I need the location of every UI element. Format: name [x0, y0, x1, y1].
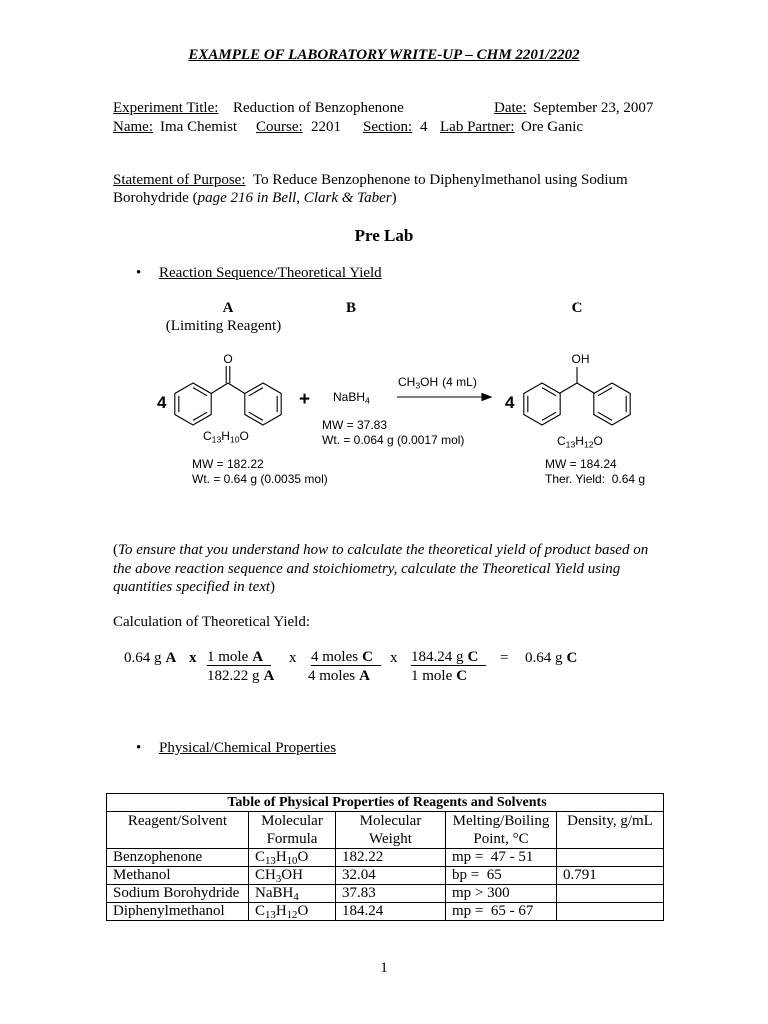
table-row [107, 849, 664, 867]
properties-heading: Physical/Chemical Properties [159, 740, 337, 756]
experiment-title-value: Reduction of Benzophenone [233, 100, 404, 116]
table-cell: mp = 65 - 67 [446, 903, 557, 921]
table-cell: Benzophenone [107, 849, 249, 867]
section-label: Section: [363, 119, 413, 135]
ring-double-bond [193, 412, 207, 420]
instructions-close-paren: ) [270, 579, 276, 595]
table-title: Table of Physical Properties of Reagents and Solvents [107, 794, 664, 812]
bullet-icon: • [136, 740, 142, 756]
reactant-a-mw: MW = 182.22 [192, 457, 264, 471]
physical-properties-table [106, 793, 664, 921]
reagent-b-weight: Wt. = 0.064 g (0.0017 mol) [322, 433, 465, 447]
column-header: Molecular Weight [336, 812, 446, 849]
name-label: Name: [113, 119, 153, 135]
compound-label-a: A [222, 300, 234, 316]
instructions-line: the above reaction sequence and stoichiometry, calculate the Theoretical Yield using [113, 561, 621, 577]
limiting-reagent-note: (Limiting Reagent) [165, 318, 282, 334]
bullet-icon: • [136, 265, 142, 281]
table-cell [557, 903, 664, 921]
table-cell [557, 849, 664, 867]
ring-double-bond [542, 412, 556, 420]
hydroxyl-group-label: OH [571, 352, 590, 366]
table-cell: bp = 65 [446, 867, 557, 885]
instructions-text: To ensure that you understand how to calculate the theoretical yield of product based on [118, 542, 649, 558]
table-cell: 37.83 [336, 885, 446, 903]
product-c-formula: $C_{13}H_{12}O$ [557, 434, 603, 450]
multiply-operator: x [289, 650, 297, 666]
calculation-heading: Calculation of Theoretical Yield: [113, 614, 311, 630]
bond [211, 383, 228, 394]
reaction-sequence-heading: Reaction Sequence/Theoretical Yield [159, 265, 382, 281]
quantity-amount: 0.64 g [525, 650, 563, 666]
ring-double-bond [598, 412, 612, 420]
quantity-species: A [165, 650, 177, 666]
table-cell: 0.791 [557, 867, 664, 885]
ring-double-bond [542, 388, 556, 396]
oxygen-atom-label: O [223, 352, 233, 366]
product-c-theoretical-yield: Ther. Yield: 0.64 g [545, 472, 646, 486]
instructions-line [113, 541, 648, 559]
ring-double-bond [249, 412, 263, 420]
instructions-text: quantities specified in text [113, 579, 271, 595]
calculation-result [525, 649, 577, 667]
quantity-amount: 1 mole [411, 668, 453, 684]
table-row [107, 903, 664, 921]
bond [577, 383, 595, 394]
table-title-row [107, 794, 664, 812]
name-value: Ima Chemist [160, 119, 238, 135]
table-cell: Methanol [107, 867, 249, 885]
reactant-coefficient: 4 [157, 393, 167, 412]
column-header: Molecular Formula [249, 812, 336, 849]
course-value: 2201 [311, 119, 341, 135]
multiply-operator: x [189, 650, 197, 666]
lab-partner-value: Ore Ganic [521, 119, 584, 135]
bond [228, 383, 245, 394]
quantity-amount: 4 moles [308, 668, 356, 684]
section-heading: Pre Lab [354, 226, 414, 245]
factor-numerator [411, 649, 486, 666]
column-header: Density, g/mL [557, 812, 664, 849]
benzene-ring [524, 383, 560, 425]
factor-denominator [207, 667, 274, 685]
table-cell: NaBH$_4$ [249, 885, 336, 903]
factor-numerator [207, 649, 271, 666]
purpose-text: Borohydride ( [113, 190, 198, 206]
equals-operator: = [500, 650, 509, 666]
ring-double-bond [193, 388, 207, 396]
reagent-b-formula: NaBH$_4$ [333, 390, 370, 406]
table-cell [557, 885, 664, 903]
experiment-title-label: Experiment Title: [113, 100, 219, 116]
reaction-arrow [397, 394, 491, 401]
benzophenone-structure [175, 352, 281, 425]
factor-numerator [311, 649, 381, 666]
column-header: Melting/Boiling Point, °C [446, 812, 557, 849]
factor-denominator [308, 667, 370, 685]
document-title: EXAMPLE OF LABORATORY WRITE-UP – CHM 2201/2202 [188, 47, 580, 63]
course-label: Course: [256, 119, 303, 135]
table-cell: 184.24 [336, 903, 446, 921]
factor-denominator [411, 667, 467, 685]
benzene-ring [175, 383, 211, 425]
table-row [107, 885, 664, 903]
table-cell: mp = 47 - 51 [446, 849, 557, 867]
product-coefficient: 4 [505, 393, 515, 412]
quantity-species: A [263, 668, 275, 684]
instructions-line [113, 578, 275, 596]
solvent-amount: (4 mL) [442, 375, 477, 389]
benzene-ring [594, 383, 630, 425]
table-cell: Diphenylmethanol [107, 903, 249, 921]
quantity-species: A [252, 649, 264, 665]
purpose-close-paren: ) [391, 190, 397, 206]
purpose-text-line2 [113, 189, 397, 207]
quantity-species: A [359, 668, 370, 684]
table-cell: mp > 300 [446, 885, 557, 903]
table-cell: Sodium Borohydride [107, 885, 249, 903]
quantity-amount: 182.22 g [207, 668, 260, 684]
quantity-species: C [467, 649, 479, 665]
ring-double-bond [598, 388, 612, 396]
plus-sign: + [299, 389, 311, 410]
multiply-operator: x [390, 650, 398, 666]
quantity-species: C [566, 650, 578, 666]
quantity-amount: 1 mole [207, 649, 249, 665]
column-header: Reagent/Solvent [107, 812, 249, 849]
purpose-citation: page 216 in Bell, Clark & Taber [197, 190, 392, 206]
arrow-head-icon [482, 394, 491, 401]
page-number: 1 [380, 960, 388, 976]
quantity-amount: 4 moles [311, 649, 359, 665]
calculation-start-quantity [124, 649, 176, 667]
table-cell: 32.04 [336, 867, 446, 885]
date-label: Date: [494, 100, 527, 116]
quantity-species: C [456, 668, 468, 684]
reactant-a-formula: $C_{13}H_{10}O$ [203, 429, 249, 445]
compound-label-b: B [345, 300, 356, 316]
instructions-open-paren: ( [113, 542, 118, 558]
purpose-text-line1: To Reduce Benzophenone to Diphenylmethanol using Sodium [253, 172, 628, 188]
table-row [107, 867, 664, 885]
lab-partner-label: Lab Partner: [440, 119, 515, 135]
reaction-conditions [398, 375, 477, 390]
table-cell: $C_{13}H_{10}O$ [249, 849, 336, 867]
purpose-label: Statement of Purpose: [113, 172, 246, 188]
diphenylmethanol-structure [524, 352, 630, 425]
date-value: September 23, 2007 [533, 100, 654, 116]
quantity-amount: 184.24 g [411, 649, 464, 665]
reactant-a-weight: Wt. = 0.64 g (0.0035 mol) [192, 472, 328, 486]
solvent-formula: $CH_3OH$ [398, 375, 439, 391]
benzene-ring [245, 383, 281, 425]
product-c-mw: MW = 184.24 [545, 457, 617, 471]
compound-label-c: C [571, 300, 583, 316]
quantity-amount: 0.64 g [124, 650, 162, 666]
reagent-b-mw: MW = 37.83 [322, 418, 388, 432]
quantity-species: C [362, 649, 373, 665]
section-value: 4 [420, 119, 428, 135]
table-header-row [107, 812, 664, 849]
bond [559, 383, 577, 394]
ring-double-bond [249, 388, 263, 396]
table-cell: $C_{13}H_{12}O$ [249, 903, 336, 921]
table-cell: $CH_3OH$ [249, 867, 336, 885]
table-cell: 182.22 [336, 849, 446, 867]
